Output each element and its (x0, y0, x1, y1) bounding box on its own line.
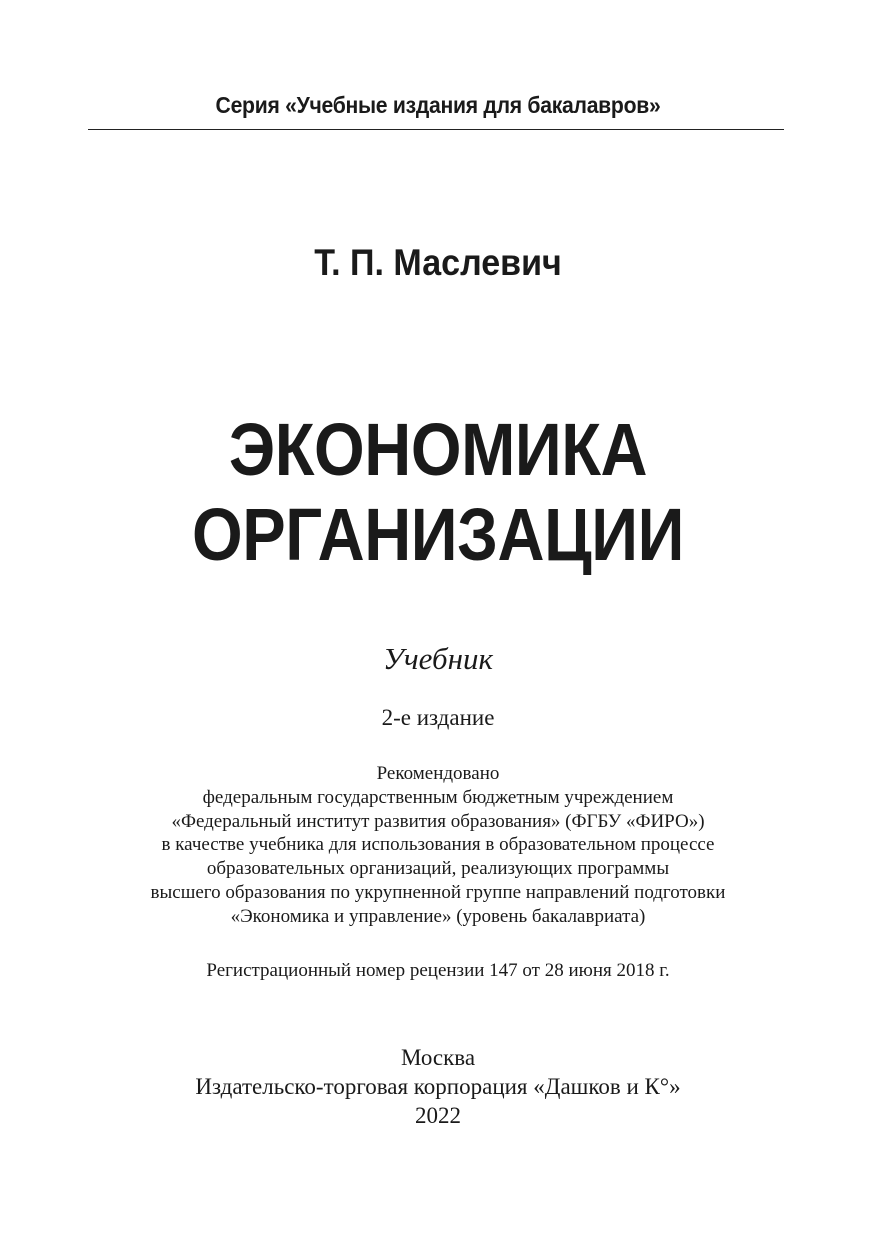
book-subtitle: Учебник (383, 641, 493, 676)
imprint-year: 2022 (415, 1103, 461, 1128)
imprint-block (0, 1043, 876, 1130)
edition-label: 2-е издание (381, 705, 495, 730)
book-title (53, 407, 824, 577)
recommendation-line: «Экономика и управление» (уровень бакалавриата) (230, 905, 646, 927)
recommendation-block (0, 762, 876, 929)
author-name: Т. П. Маслевич (314, 242, 562, 283)
recommendation-line: федеральным государственным бюджетным учреждением (202, 786, 674, 808)
recommendation-line: «Федеральный институт развития образования» (ФГБУ «ФИРО») (171, 810, 705, 832)
horizontal-rule (88, 129, 784, 130)
recommendation-line: высшего образования по укрупненной группе направлений подготовки (150, 881, 726, 903)
registration-number: Регистрационный номер рецензии 147 от 28 июня 2018 г. (206, 960, 670, 981)
book-title-line-1: ЭКОНОМИКА (228, 408, 648, 491)
recommendation-line: образовательных организаций, реализующих программы (206, 858, 670, 880)
book-title-line-2: ОРГАНИЗАЦИИ (192, 493, 684, 576)
recommendation-line: Рекомендовано (376, 763, 500, 784)
series-heading: Серия «Учебные издания для бакалавров» (215, 92, 661, 118)
imprint-city: Москва (400, 1045, 476, 1070)
imprint-publisher: Издательско-торговая корпорация «Дашков и К°» (195, 1074, 681, 1099)
recommendation-line: в качестве учебника для использования в образовательном процессе (161, 834, 715, 856)
